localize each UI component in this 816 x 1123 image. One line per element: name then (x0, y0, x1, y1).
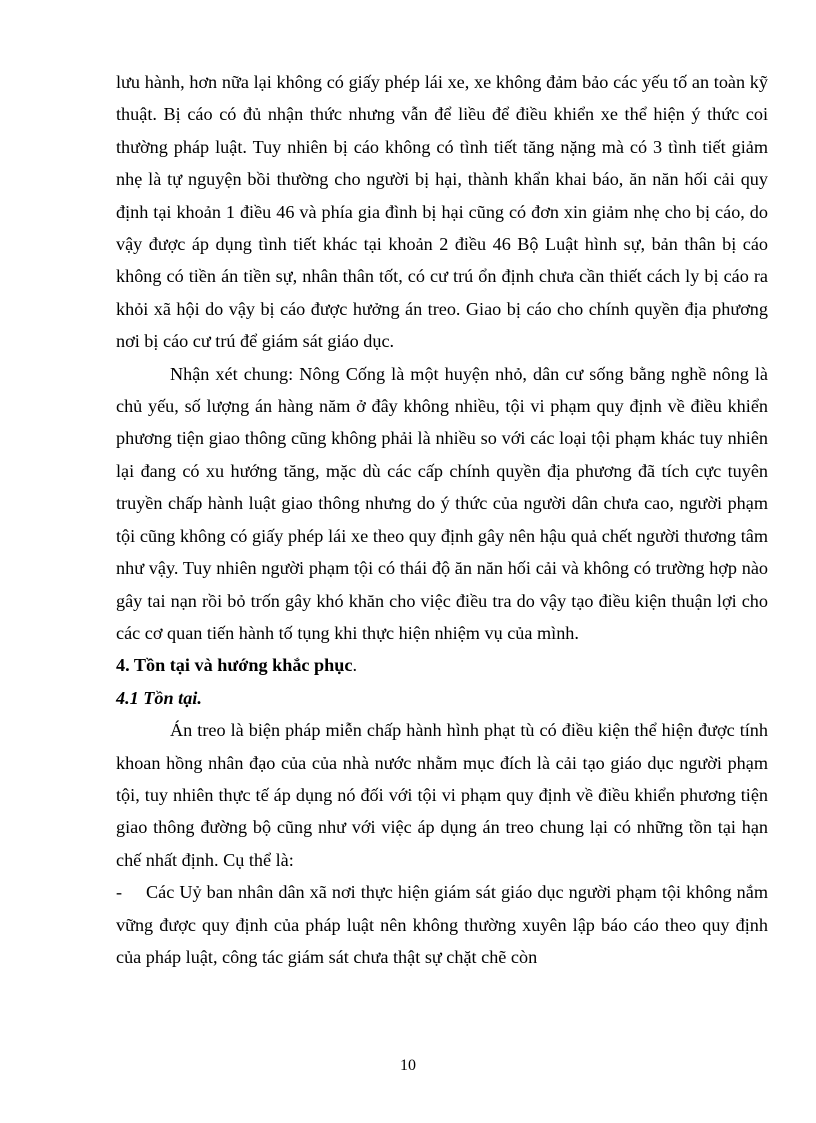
body-paragraph-3: Án treo là biện pháp miễn chấp hành hình phạt tù có điều kiện thể hiện được tính khoan hồng nhân đạo của của nhà nước nhằm mục đích là cải tạo giáo dục người phạm tội, tuy nhiên thực tế áp dụng nó đối với tội vi phạm quy định về điều khiển phương tiện giao thông đường bộ cũng như với việc áp dụng án treo chung lại có những tồn tại hạn chế nhất định. Cụ thể là: (116, 720, 768, 870)
body-paragraph-1: lưu hành, hơn nữa lại không có giấy phép lái xe, xe không đảm bảo các yếu tố an toàn kỹ thuật. Bị cáo có đủ nhận thức nhưng vẫn để liều để điều khiển xe thể hiện ý thức coi thường pháp luật. Tuy nhiên bị cáo không có tình tiết tăng nặng mà có 3 tình tiết giảm nhẹ là tự nguyện bồi thường cho người bị hại, thành khẩn khai báo, ăn năn hối cải quy định tại khoản 1 điều 46 và phía gia đình bị hại cũng có đơn xin giảm nhẹ cho bị cáo, do vậy được áp dụng tình tiết khác tại khoản 2 điều 46 Bộ Luật hình sự, bản thân bị cáo không có tiền án tiền sự, nhân thân tốt, có cư trú ổn định chưa cần thiết cách ly bị cáo ra khỏi xã hội do vậy bị cáo được hưởng án treo. Giao bị cáo cho chính quyền địa phương nơi bị cáo cư trú để giám sát giáo dục. (116, 72, 768, 352)
section-heading-4-text: 4. Tồn tại và hướng khắc phục (116, 655, 353, 676)
bullet-item-1-text: Các Uỷ ban nhân dân xã nơi thực hiện giám sát giáo dục người phạm tội không nắm vững được quy định của pháp luật nên không thường xuyên lập báo cáo theo quy định của pháp luật, công tác giám sát chưa thật sự chặt chẽ còn (116, 882, 768, 967)
page-number: 10 (400, 1057, 416, 1074)
bullet-dash: - (116, 882, 123, 903)
document-page (116, 66, 768, 973)
body-paragraph-2: Nhận xét chung: Nông Cống là một huyện nhỏ, dân cư sống bằng nghề nông là chủ yếu, số lượng án hàng năm ở đây không nhiều, tội vi phạm quy định về điều khiển phương tiện giao thông cũng không phải là nhiều so với các loại tội phạm khác tuy nhiên lại đang có xu hướng tăng, mặc dù các cấp chính quyền địa phương đã tích cực tuyên truyền chấp hành luật giao thông nhưng do ý thức của người dân chưa cao, người phạm tội cũng không có giấy phép lái xe theo quy định gây nên hậu quả chết người thương tâm như vậy. Tuy nhiên người phạm tội có thái độ ăn năn hối cải và không có trường hợp nào gây tai nạn rồi bỏ trốn gây khó khăn cho việc điều tra do vậy tạo điều kiện thuận lợi cho các cơ quan tiến hành tố tụng khi thực hiện nhiệm vụ của mình. (116, 363, 768, 643)
bullet-item-1 (116, 876, 768, 973)
subsection-heading-4-1: 4.1 Tồn tại. (116, 687, 202, 708)
section-heading-4 (116, 649, 768, 681)
section-heading-4-period: . (352, 655, 357, 676)
